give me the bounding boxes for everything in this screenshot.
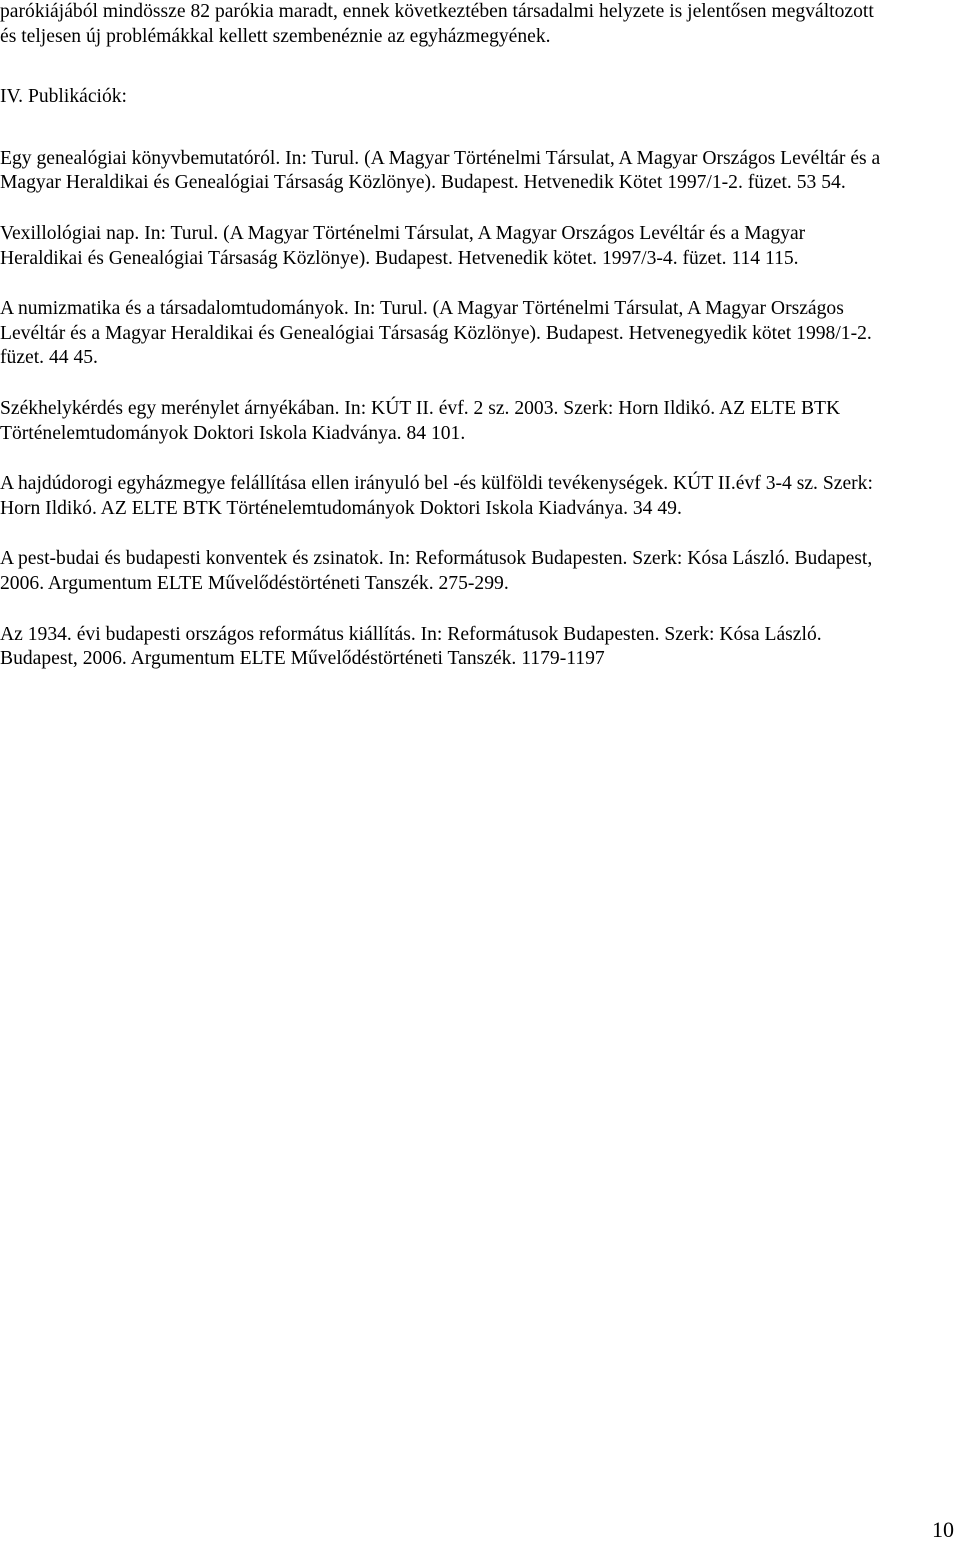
publication-3-line-3: füzet. 44 45. xyxy=(0,347,98,369)
publication-5-line-1: A hajdúdorogi egyházmegye felállítása ellen irányuló bel -és külföldi tevékenységek. KÚT II.évf 3-4 sz. Szerk: xyxy=(0,473,873,495)
publication-1-line-2: Magyar Heraldikai és Genealógiai Társaság Közlönye). Budapest. Hetvenedik Kötet 1997/1-2. füzet. 53 54. xyxy=(0,172,846,194)
publication-3-line-1: A numizmatika és a társadalomtudományok. In: Turul. (A Magyar Történelmi Társulat, A Magyar Országos xyxy=(0,298,844,320)
section-heading: IV. Publikációk: xyxy=(0,86,127,108)
publication-entry-2 xyxy=(0,222,956,271)
publication-entry-6 xyxy=(0,547,956,596)
publication-entry-3 xyxy=(0,297,956,371)
publication-entry-5 xyxy=(0,472,956,521)
publication-4-line-2: Történelemtudományok Doktori Iskola Kiadványa. 84 101. xyxy=(0,422,466,444)
publication-7-line-1: Az 1934. évi budapesti országos református kiállítás. In: Reformátusok Budapesten. Szerk: Kósa László. xyxy=(0,623,822,645)
intro-line-1: parókiájából mindössze 82 parókia maradt, ennek következtében társadalmi helyzete is jelentősen megváltozott xyxy=(0,1,874,22)
page-number: 10 xyxy=(932,1517,954,1542)
intro-line-2: és teljesen új problémákkal kellett szembenéznie az egyházmegyének. xyxy=(0,25,551,47)
publication-2-line-1: Vexillológiai nap. In: Turul. (A Magyar Történelmi Társulat, A Magyar Országos Levéltár és a Magyar xyxy=(0,222,806,244)
document-body xyxy=(0,0,956,672)
publication-7-line-2: Budapest, 2006. Argumentum ELTE Művelődéstörténeti Tanszék. 1179-1197 xyxy=(0,648,605,670)
publication-6-line-2: 2006. Argumentum ELTE Művelődéstörténeti Tanszék. 275-299. xyxy=(0,572,509,594)
publication-entry-4 xyxy=(0,397,956,446)
intro-paragraph xyxy=(0,0,956,49)
publication-entry-1 xyxy=(0,147,956,196)
publication-entry-7 xyxy=(0,623,956,672)
publication-5-line-2: Horn Ildikó. AZ ELTE BTK Történelemtudományok Doktori Iskola Kiadványa. 34 49. xyxy=(0,497,682,519)
publication-1-line-1: Egy genealógiai könyvbemutatóról. In: Turul. (A Magyar Történelmi Társulat, A Magyar Országos Levéltár és a xyxy=(0,147,881,169)
publication-4-line-1: Székhelykérdés egy merénylet árnyékában. In: KÚT II. évf. 2 sz. 2003. Szerk: Horn Ildikó. AZ ELTE BTK xyxy=(0,397,841,419)
publication-3-line-2: Levéltár és a Magyar Heraldikai és Genealógiai Társaság Közlönye). Budapest. Hetvenegyedik kötet 1998/1-2. xyxy=(0,322,872,344)
publication-6-line-1: A pest-budai és budapesti konventek és zsinatok. In: Reformátusok Budapesten. Szerk: Kósa László. Budapest, xyxy=(0,548,873,570)
publication-2-line-2: Heraldikai és Genealógiai Társaság Közlönye). Budapest. Hetvenedik kötet. 1997/3-4. füzet. 114 115. xyxy=(0,247,799,269)
